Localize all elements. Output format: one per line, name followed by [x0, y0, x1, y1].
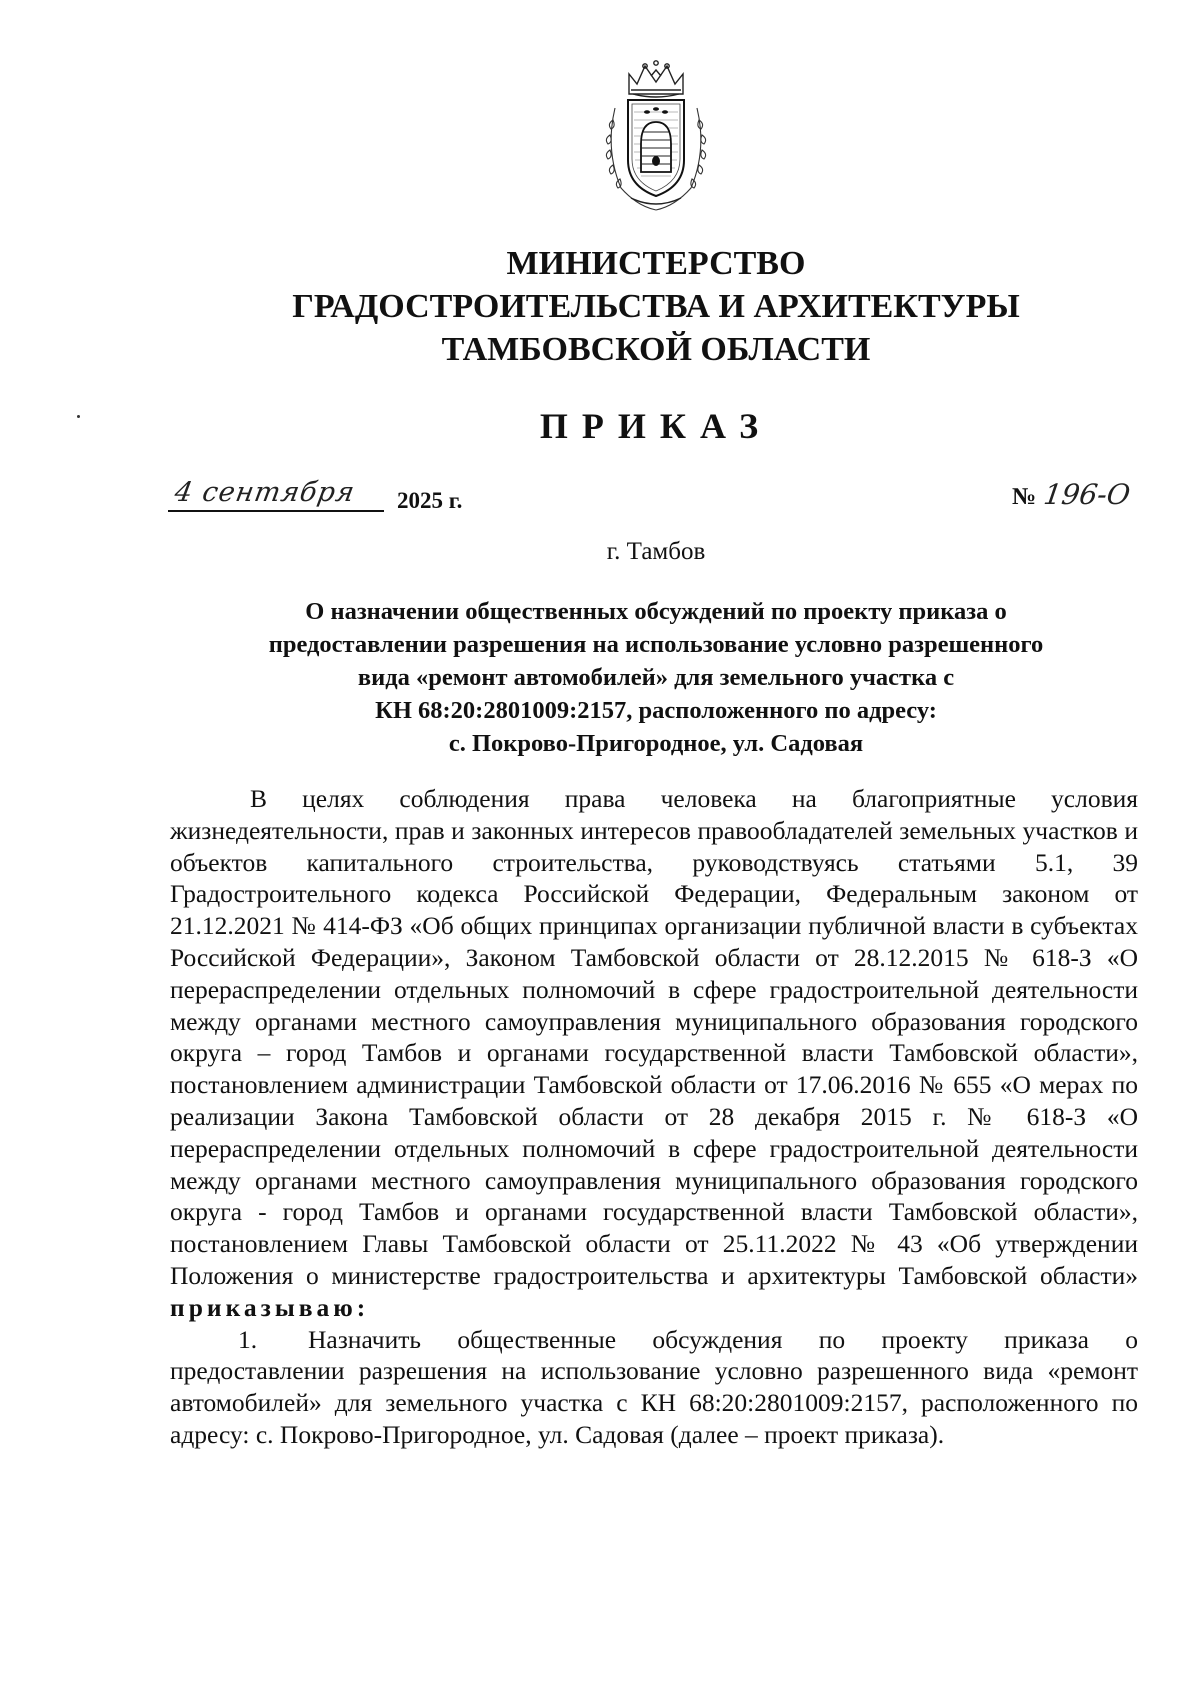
order-year: 2025 г.: [397, 488, 463, 513]
order-item-number: 1.: [238, 1324, 258, 1354]
handwritten-date: 4 сентября: [172, 477, 358, 508]
order-subject: [150, 595, 1162, 760]
order-number: [1012, 478, 1133, 511]
scan-speck: [77, 415, 80, 418]
decree-word: приказываю:: [170, 1292, 370, 1322]
number-sign: №: [1012, 484, 1037, 510]
order-item-text: Назначить общественные обсуждения по проекту приказа о предоставлении разрешения на использование условно разрешенного вида «ремонт автомобилей» для земельного участка с КН 68:20:2801009:2157, расположенного по адресу: с. Покрово-Пригородное, ул. Садовая (далее – проект приказа).: [170, 1324, 1138, 1449]
tambov-coat-of-arms-icon: [601, 60, 711, 212]
subject-line-4: КН 68:20:2801009:2157, расположенного по адресу:: [375, 697, 937, 724]
subject-line-2: предоставлении разрешения на использование условно разрешенного: [268, 631, 1044, 658]
subject-line-1: О назначении общественных обсуждений по проекту приказа о: [305, 598, 1007, 625]
subject-line-5: с. Покрово-Пригородное, ул. Садовая: [448, 730, 864, 757]
ministry-line-2: ГРАДОСТРОИТЕЛЬСТВА И АРХИТЕКТУРЫ: [292, 288, 1020, 325]
date-underline: [168, 510, 384, 512]
city-name: г. Тамбов: [606, 538, 706, 565]
subject-line-3: вида «ремонт автомобилей» для земельного участка с: [357, 664, 955, 691]
order-body: [170, 783, 1138, 1451]
handwritten-number: 196-О: [1041, 478, 1133, 511]
preamble-paragraph: [170, 783, 1138, 1324]
ministry-line-1: МИНИСТЕРСТВО: [506, 245, 806, 282]
ministry-name: [150, 242, 1162, 371]
order-date: [168, 474, 468, 518]
ministry-line-3: ТАМБОВСКОЙ ОБЛАСТИ: [441, 331, 871, 368]
document-type-title: ПРИКАЗ: [539, 406, 773, 446]
order-item-1: [170, 1324, 1138, 1451]
preamble-text: В целях соблюдения права человека на благоприятные условия жизнедеятельности, прав и законных интересов правообладателей земельных участков и объектов капитального строительства, руководствуясь статьями 5.1, 39 Градостроительного кодекса Российской Федерации, Федеральным законом от 21.12.2021 № 414-ФЗ «Об общих принципах организации публичной власти в субъектах Российской Федерации», Законом Тамбовской области от 28.12.2015 № 618-З «О перераспределении отдельных полномочий в сфере градостроительной деятельности между органами местного самоуправления муниципального образования городского округа – город Тамбов и органами государственной власти Тамбовской области», постановлением администрации Тамбовской области от 17.06.2016 № 655 «О мерах по реализации Закона Тамбовской области от 28 декабря 2015 г. № 618-З «О перераспределении отдельных полномочий в сфере градостроительной деятельности между органами местного самоуправления муниципального образования городского округа - город Тамбов и органами государственной власти Тамбовской области», постановлением Главы Тамбовской области от 25.11.2022 № 43 «Об утверждении Положения о министерстве градостроительства и архитектуры Тамбовской области»: [170, 784, 1138, 1290]
